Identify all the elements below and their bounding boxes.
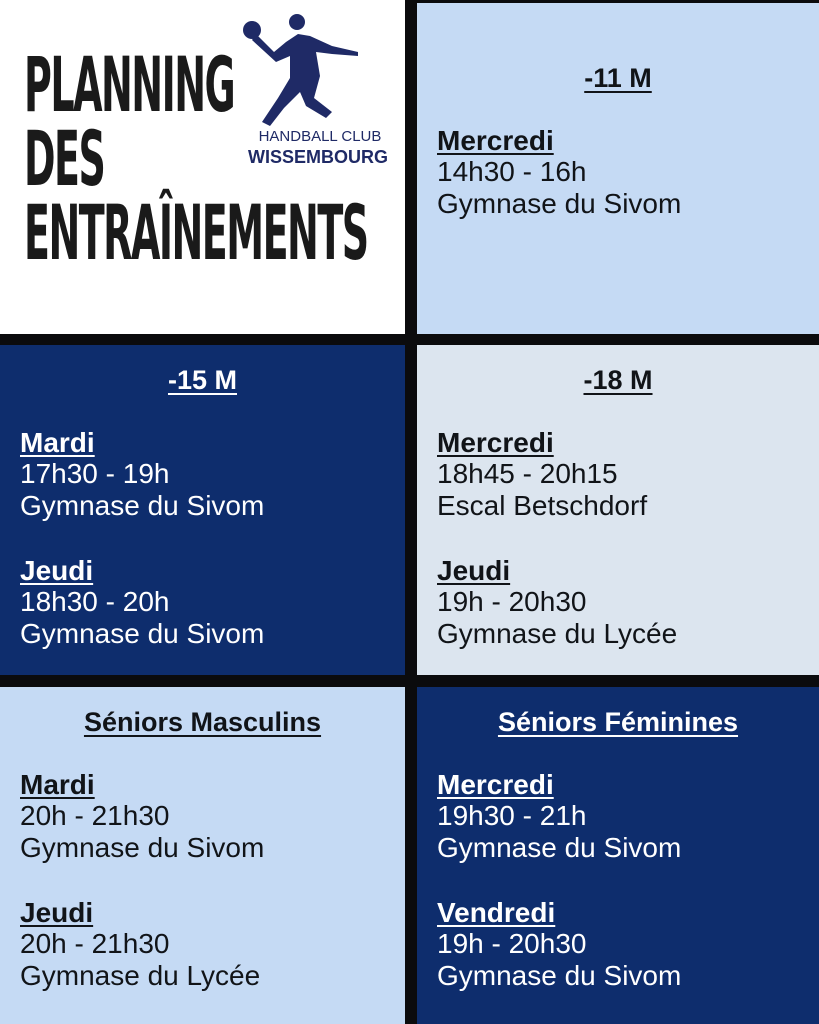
logo-club-name: WISSEMBOURG (247, 147, 388, 167)
session-block (20, 555, 264, 650)
session-place: Gymnase du Sivom (437, 960, 682, 991)
session-time: 19h - 20h30 (437, 586, 587, 617)
handball-player-icon (240, 12, 370, 142)
group-u11-panel (417, 3, 819, 334)
group-seniors-women-panel (417, 687, 819, 1024)
session-time: 18h30 - 20h (20, 586, 170, 617)
group-heading: -11 M (584, 63, 652, 93)
session-day: Mardi (20, 427, 95, 458)
group-u15-panel (0, 345, 405, 675)
group-heading: -18 M (583, 365, 653, 395)
session-place: Gymnase du Sivom (20, 490, 265, 521)
session-time: 17h30 - 19h (20, 458, 170, 489)
session-day: Jeudi (20, 897, 94, 928)
group-seniors-men-panel (0, 687, 405, 1024)
session-block (437, 427, 647, 522)
session-place: Escal Betschdorf (437, 490, 648, 521)
session-block (437, 125, 681, 220)
session-day: Jeudi (20, 555, 94, 586)
session-time: 20h - 21h30 (20, 928, 170, 959)
session-place: Gymnase du Lycée (20, 960, 261, 991)
title-line-3: ENTRAÎNEMENTS (24, 188, 368, 277)
session-day: Vendredi (437, 897, 556, 928)
session-day: Mardi (20, 769, 95, 800)
session-time: 20h - 21h30 (20, 800, 170, 831)
group-heading: Séniors Masculins (83, 707, 322, 737)
group-u18-panel (417, 345, 819, 675)
session-block (20, 427, 264, 522)
session-time: 19h30 - 21h (437, 800, 587, 831)
session-day: Jeudi (437, 555, 511, 586)
title-line-1: PLANNING (24, 40, 235, 129)
group-heading: -15 M (167, 365, 238, 395)
session-day: Mercredi (437, 769, 554, 800)
group-heading: Séniors Féminines (497, 707, 739, 737)
session-block (437, 897, 681, 992)
session-block (20, 897, 260, 992)
session-place: Gymnase du Lycée (437, 618, 678, 649)
title-panel (0, 0, 405, 334)
logo-club-label: HANDBALL CLUB (258, 128, 382, 145)
session-time: 19h - 20h30 (437, 928, 587, 959)
session-place: Gymnase du Sivom (20, 618, 265, 649)
session-block (437, 555, 677, 650)
session-day: Mercredi (437, 427, 554, 458)
session-block (437, 769, 681, 864)
title-line-2: DES (24, 114, 105, 203)
session-place: Gymnase du Sivom (20, 832, 265, 863)
session-time: 18h45 - 20h15 (437, 458, 618, 489)
session-time: 14h30 - 16h (437, 156, 587, 187)
session-day: Mercredi (437, 125, 554, 156)
session-place: Gymnase du Sivom (437, 832, 682, 863)
session-place: Gymnase du Sivom (437, 188, 682, 219)
session-block (20, 769, 264, 864)
